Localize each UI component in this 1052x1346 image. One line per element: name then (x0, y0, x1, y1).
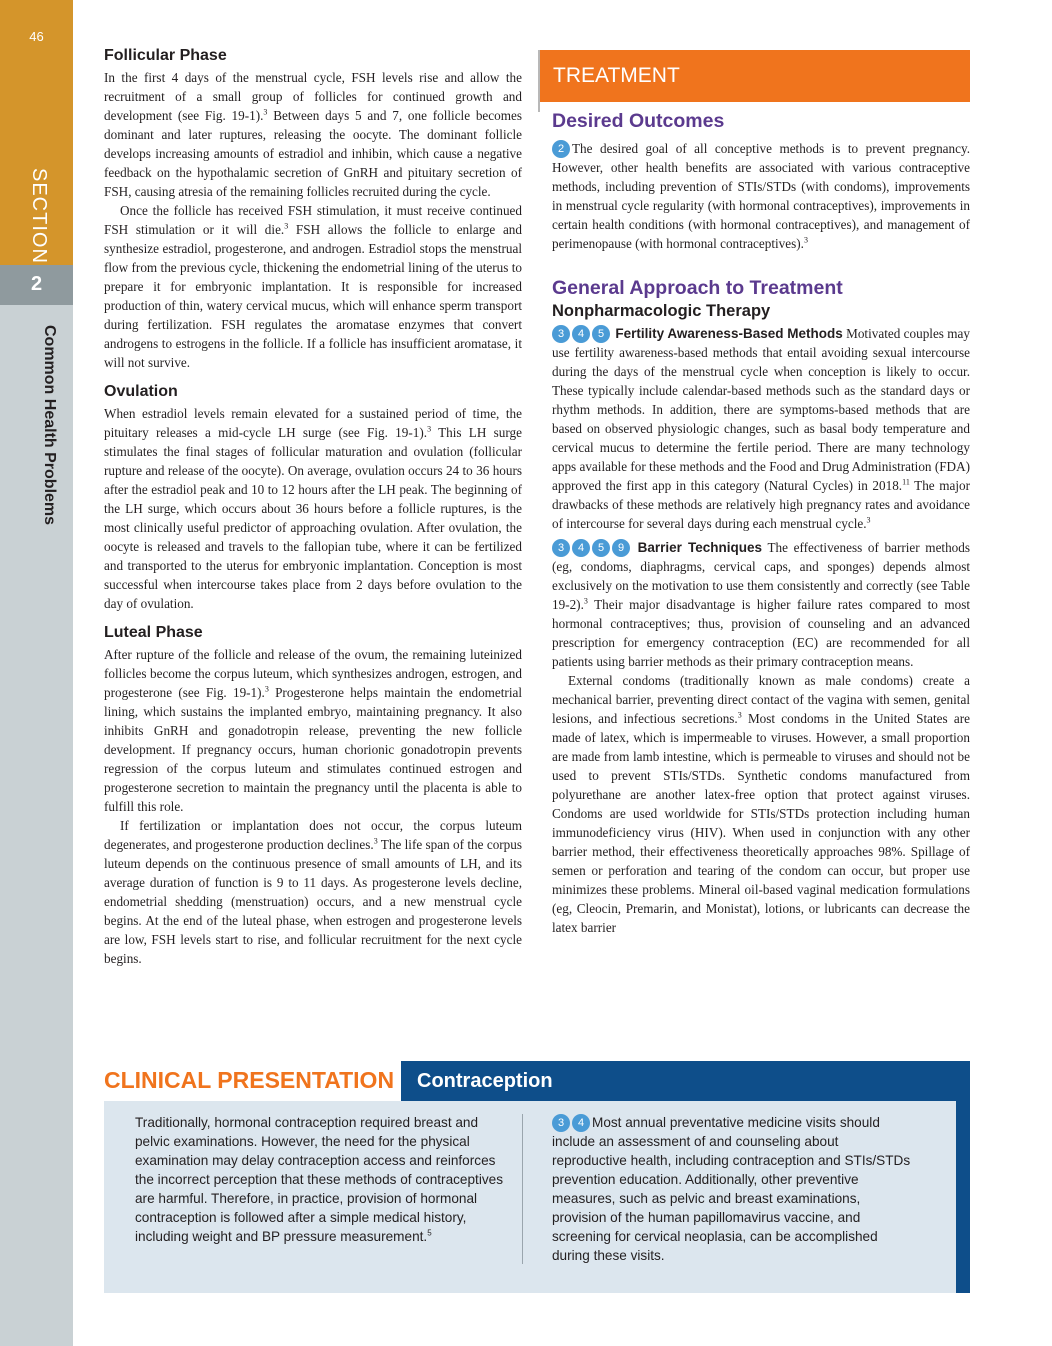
key-concept-badge: 4 (572, 539, 590, 557)
nonpharmacologic-heading: Nonpharmacologic Therapy (552, 302, 771, 320)
right-column (552, 110, 970, 937)
fertility-awareness-paragraph: 3 4 5 Fertility Awareness-Based Methods Motivated couples may use fertility awareness-based methods that entail avoiding sexual intercourse during the days of the menstrual cycle when conception is likely to occur. These typically include calendar-based methods such as the standard days or rhythm methods. In addition, there are symptoms-based methods that are based on observed physiologic changes, such as basal body temperature and cervical mucus to determine the fertile period. There are many technology apps available for these methods and the Food and Drug Administration (FDA) approved the first app in this category (Natural Cycles) in 2018.11 The major drawbacks of these methods are relatively high pregnancy rates and avoidance of intercourse for several days during each menstrual cycle.$^3$ (552, 326, 970, 531)
barrier-techniques-paragraph: 3 4 5 9 Barrier Techniques The effectiveness of barrier methods (eg, condoms, diaphragms, cervical caps, and sponges) depends almost exclusively on the motivation to use them consistently and correctly (see Table 19-2).$^3$ Their major disadvantage is higher failure rates compared to most hormonal contraceptives; thus, provision of counseling and an advanced prescription for emergency contraception (EC) are recommended for all patients using barrier methods as their primary contraception means. (552, 540, 970, 669)
key-concept-badge: 2 (552, 140, 570, 158)
general-approach-heading: General Approach to Treatment (552, 277, 843, 299)
clinical-presentation-divider (522, 1114, 523, 1264)
key-concept-badge: 3 (552, 325, 570, 343)
section-title: Common Health Problems (41, 325, 58, 526)
luteal-heading: Luteal Phase (104, 624, 203, 641)
luteal-paragraph-2: If fertilization or implantation does not occur, the corpus luteum degenerates, and progesterone production declines.$^3$ The life span of the corpus luteum depends on the continuous presence of small amounts of LH, and its average duration of function is 9 to 11 days. As progesterone levels decline, endometrial shedding (menstruation) occurs, and a new menstrual cycle begins. At the end of the luteal phase, when estrogen and progesterone levels are low, FSH levels start to rise, and follicular recruitment for the next cycle begins. (104, 818, 522, 966)
clinical-presentation-right-text: 3 4 Most annual preventative medicine visits should include an assessment of and counseling about reproductive health, including contraception and STIs/STDs prevention education. Additionally, other preventive measures, such as pelvic and breast examinations, provision of the human papillomavirus vaccine, and screening for cervical neoplasia, can be accomplished during these visits. (552, 1115, 911, 1263)
key-concept-badge: 5 (592, 325, 610, 343)
condoms-paragraph: External condoms (traditionally known as male condoms) create a mechanical barrier, preventing direct contact of the vagina with semen, genital lesions, and infectious secretions.$^3$ Most condoms in the United States are made of latex, which is impermeable to viruses. However, a small proportion are made from lamb intestine, which is permeable to viruses and should not be used to prevent STIs/STDs. Synthetic condoms manufactured from polyurethane are another latex-free option that protect against viruses. Condoms are used worldwide for STIs/STDs protection including human immunodeficiency virus (HIV). When used in conjunction with any other barrier method, their effectiveness theoretically approaches 98%. Spillage of semen or perforation and tearing of the condom can occur, but proper use minimizes these problems. Mineral oil-based vaginal medication formulations (eg, Cleocin, Premarin, and Monistat), lotions, or lubricants can decrease the latex barrier (552, 673, 970, 935)
follicular-paragraph-2: Once the follicle has received FSH stimulation, it must receive continued FSH stimulation or it will die.$^3$ FSH allows the follicle to enlarge and synthesize estradiol, progesterone, and androgen. Estradiol stops the menstrual flow from the previous cycle, thickening the endometrial lining of the uterus to prepare it for embryonic implantation. It is responsible for increased production of thin, watery cervical mucus, which will enhance sperm transport during fertilization. FSH regulates the aromatase enzymes that convert androgens to estrogens in the follicle. If a follicle has insufficient aromatase, it will not survive. (104, 203, 522, 370)
key-concept-badge: 5 (592, 539, 610, 557)
luteal-paragraph-1: After rupture of the follicle and release of the ovum, the remaining luteinized follicles become the corpus luteum, which synthesizes androgen, estrogen, and progesterone (see Fig. 19-1).$^3$ Progesterone helps maintain the endometrial lining, which sustains the implanted embryo, maintaining pregnancy. It also inhibits GnRH and gonadotropin release, preventing the new follicle development. If pregnancy occurs, human chorionic gonadotropin prevents regression of the corpus luteum and stimulates continued estrogen and progesterone secretion to maintain the pregnancy until the placenta is able to fulfill this role. (104, 647, 523, 814)
ovulation-heading: Ovulation (104, 383, 178, 400)
ovulation-paragraph: When estradiol levels remain elevated for a sustained period of time, the pituitary releases a mid-cycle LH surge (see Fig. 19-1).$^3$ This LH surge stimulates the final stages of follicular maturation and ovulation (follicular rupture and release of the oocyte). On average, ovulation occurs 24 to 36 hours after the estradiol peak and 10 to 12 hours after the LH peak. The beginning of the LH surge, which occurs about 36 hours before a follicle ruptures, is the most clinically useful predictor of approaching ovulation. After ovulation, the oocyte is released and travels to the fallopian tube, where it can be fertilized and transported to the uterus for embryonic implantation. Conception is most successful when intercourse takes place from 2 days before ovulation to the day of ovulation. (104, 406, 522, 611)
page-number: 46 (29, 29, 44, 44)
section-number: 2 (30, 273, 43, 295)
follicular-heading: Follicular Phase (104, 47, 227, 64)
clinical-presentation-edge (956, 1101, 970, 1293)
key-concept-badge: 4 (572, 1114, 590, 1132)
desired-outcomes-heading: Desired Outcomes (552, 110, 725, 132)
key-concept-badge: 3 (552, 539, 570, 557)
section-label: SECTION (28, 168, 50, 264)
key-concept-badge: 3 (552, 1114, 570, 1132)
treatment-banner-rule (538, 102, 540, 112)
key-concept-badge: 4 (572, 325, 590, 343)
follicular-paragraph-1: In the first 4 days of the menstrual cycle, FSH levels rise and allow the recruitment of a small group of follicles for continued growth and development (see Fig. 19-1).$^3$ Between days 5 and 7, one follicle becomes dominant and later ruptures, releasing the oocyte. The dominant follicle develops increasing amounts of estradiol and inhibin, which cause a negative feedback on the hypothalamic secretion of GnRH and pituitary secretion of FSH, causing atresia of the remaining follicles recruited during the cycle. (104, 70, 522, 199)
desired-outcomes-paragraph: 2 The desired goal of all conceptive methods is to prevent pregnancy. However, other health benefits are associated with various contraceptive methods, including prevention of STIs/STDs (with condoms), improvements in menstrual cycle regularity (with hormonal contraceptives), improvements in certain health conditions (with hormonal contraceptives), and management of perimenopause (with hormonal contraceptives).$^3$ (552, 141, 970, 251)
left-column (104, 47, 522, 968)
clinical-presentation-left-text: Traditionally, hormonal contraception required breast and pelvic examinations. However, the need for the physical examination may delay contraception access and reinforces the incorrect perception that these methods of contraceptives are harmful. Therefore, in practice, provision of hormonal contraception is followed after a simple medical history, including weight and BP pressure measurement.$^5$ (135, 1115, 503, 1244)
clinical-presentation-label: CLINICAL PRESENTATION (104, 1067, 395, 1093)
treatment-banner: TREATMENT (538, 50, 970, 102)
key-concept-badge: 9 (612, 539, 630, 557)
clinical-presentation-topic: Contraception (401, 1061, 970, 1101)
